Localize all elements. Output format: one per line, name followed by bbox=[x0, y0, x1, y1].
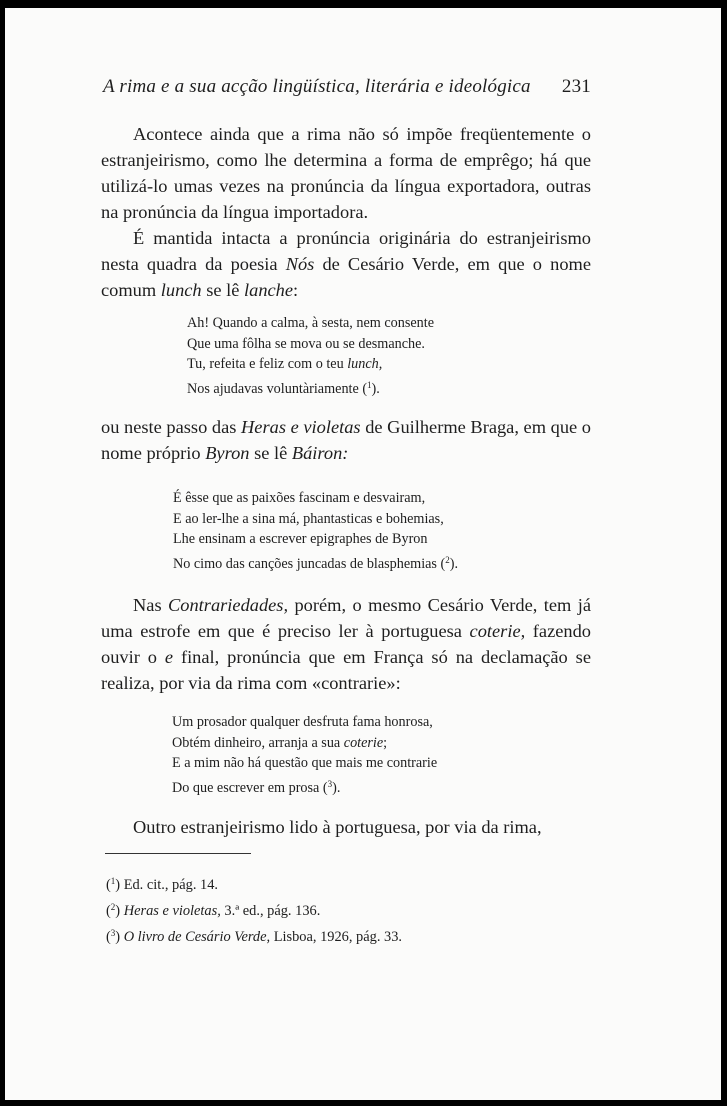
word-lunch: lunch bbox=[160, 280, 202, 300]
page-number: 231 bbox=[561, 76, 591, 97]
footnote-1: ($^1$) Ed. cit., pág. 14. bbox=[106, 876, 219, 893]
verse-line: Tu, refeita e feliz com o teu lunch, bbox=[187, 356, 383, 372]
verse-line: E a mim não há questão que mais me contrarie bbox=[172, 755, 438, 771]
footnote-ref: 3 bbox=[327, 778, 333, 789]
paragraph-4: Nas Contrariedades, porém, o mesmo Cesário Verde, tem já uma estrofe em que é preciso ler à portuguesa coterie, fazendo ouvir o e final, pronúncia que em França só na declamação se realiza, por via da rima com «contrarie»: bbox=[101, 595, 592, 693]
verse-line: Que uma fôlha se mova ou se desmanche. bbox=[187, 335, 425, 352]
footnote-divider bbox=[105, 853, 251, 854]
verse-line: Um prosador qualquer desfruta fama honrosa, bbox=[172, 714, 433, 730]
verse-line: É êsse que as paixões fascinam e desvairam, bbox=[173, 490, 426, 506]
verse-line: Do que escrever em prosa ($^3$). bbox=[172, 778, 341, 796]
footnotes bbox=[106, 870, 402, 948]
verse-line: Obtém dinheiro, arranja a sua coterie; bbox=[172, 734, 388, 751]
verse-2 bbox=[173, 488, 458, 574]
running-header bbox=[103, 76, 591, 98]
verse-line: Lhe ensinam a escrever epigraphes de Byron bbox=[173, 531, 428, 547]
book-page bbox=[5, 8, 721, 1100]
poem-title: Nós bbox=[285, 254, 315, 274]
verse-3 bbox=[172, 712, 437, 798]
verse-1 bbox=[187, 313, 434, 399]
footnote-ref: 2 bbox=[445, 554, 450, 565]
verse-line: Nos ajudavas voluntàriamente ($^1$). bbox=[187, 379, 380, 397]
footnote-2: ($^2$) Heras e violetas, 3.ª ed., pág. 136. bbox=[106, 902, 321, 919]
paragraph-3: ou neste passo das Heras e violetas de Guilherme Braga, em que o nome próprio Byron se lê Báiron: bbox=[101, 417, 591, 463]
paragraph-1: Acontece ainda que a rima não só impõe freqüentemente o estranjeirismo, como lhe determina a forma de emprêgo; há que utilizá-lo umas vezes na pronúncia da língua exportadora, outras na pronúncia da língua importadora. bbox=[101, 124, 591, 222]
paragraph-2: É mantida intacta a pronúncia originária do estranjeirismo nesta quadra da poesia Nós de Cesário Verde, em que o nome comum lunch se lê lanche: bbox=[101, 228, 591, 300]
footnote-ref: 1 bbox=[367, 379, 372, 390]
verse-line: E ao ler-lhe a sina má, phantasticas e bohemias, bbox=[173, 510, 444, 527]
paragraph-5: Outro estranjeirismo lido à portuguesa, por via da rima, bbox=[133, 817, 542, 837]
verse-line: No cimo das canções juncadas de blasphemias ($^2$). bbox=[173, 554, 459, 572]
running-title: A rima e a sua acção lingüística, literária e ideológica bbox=[103, 76, 531, 97]
footnote-3: ($^3$) O livro de Cesário Verde, Lisboa, 1926, pág. 33. bbox=[106, 928, 403, 945]
verse-line: Ah! Quando a calma, à sesta, nem consente bbox=[187, 315, 435, 331]
word-lanche: lanche bbox=[244, 280, 294, 300]
